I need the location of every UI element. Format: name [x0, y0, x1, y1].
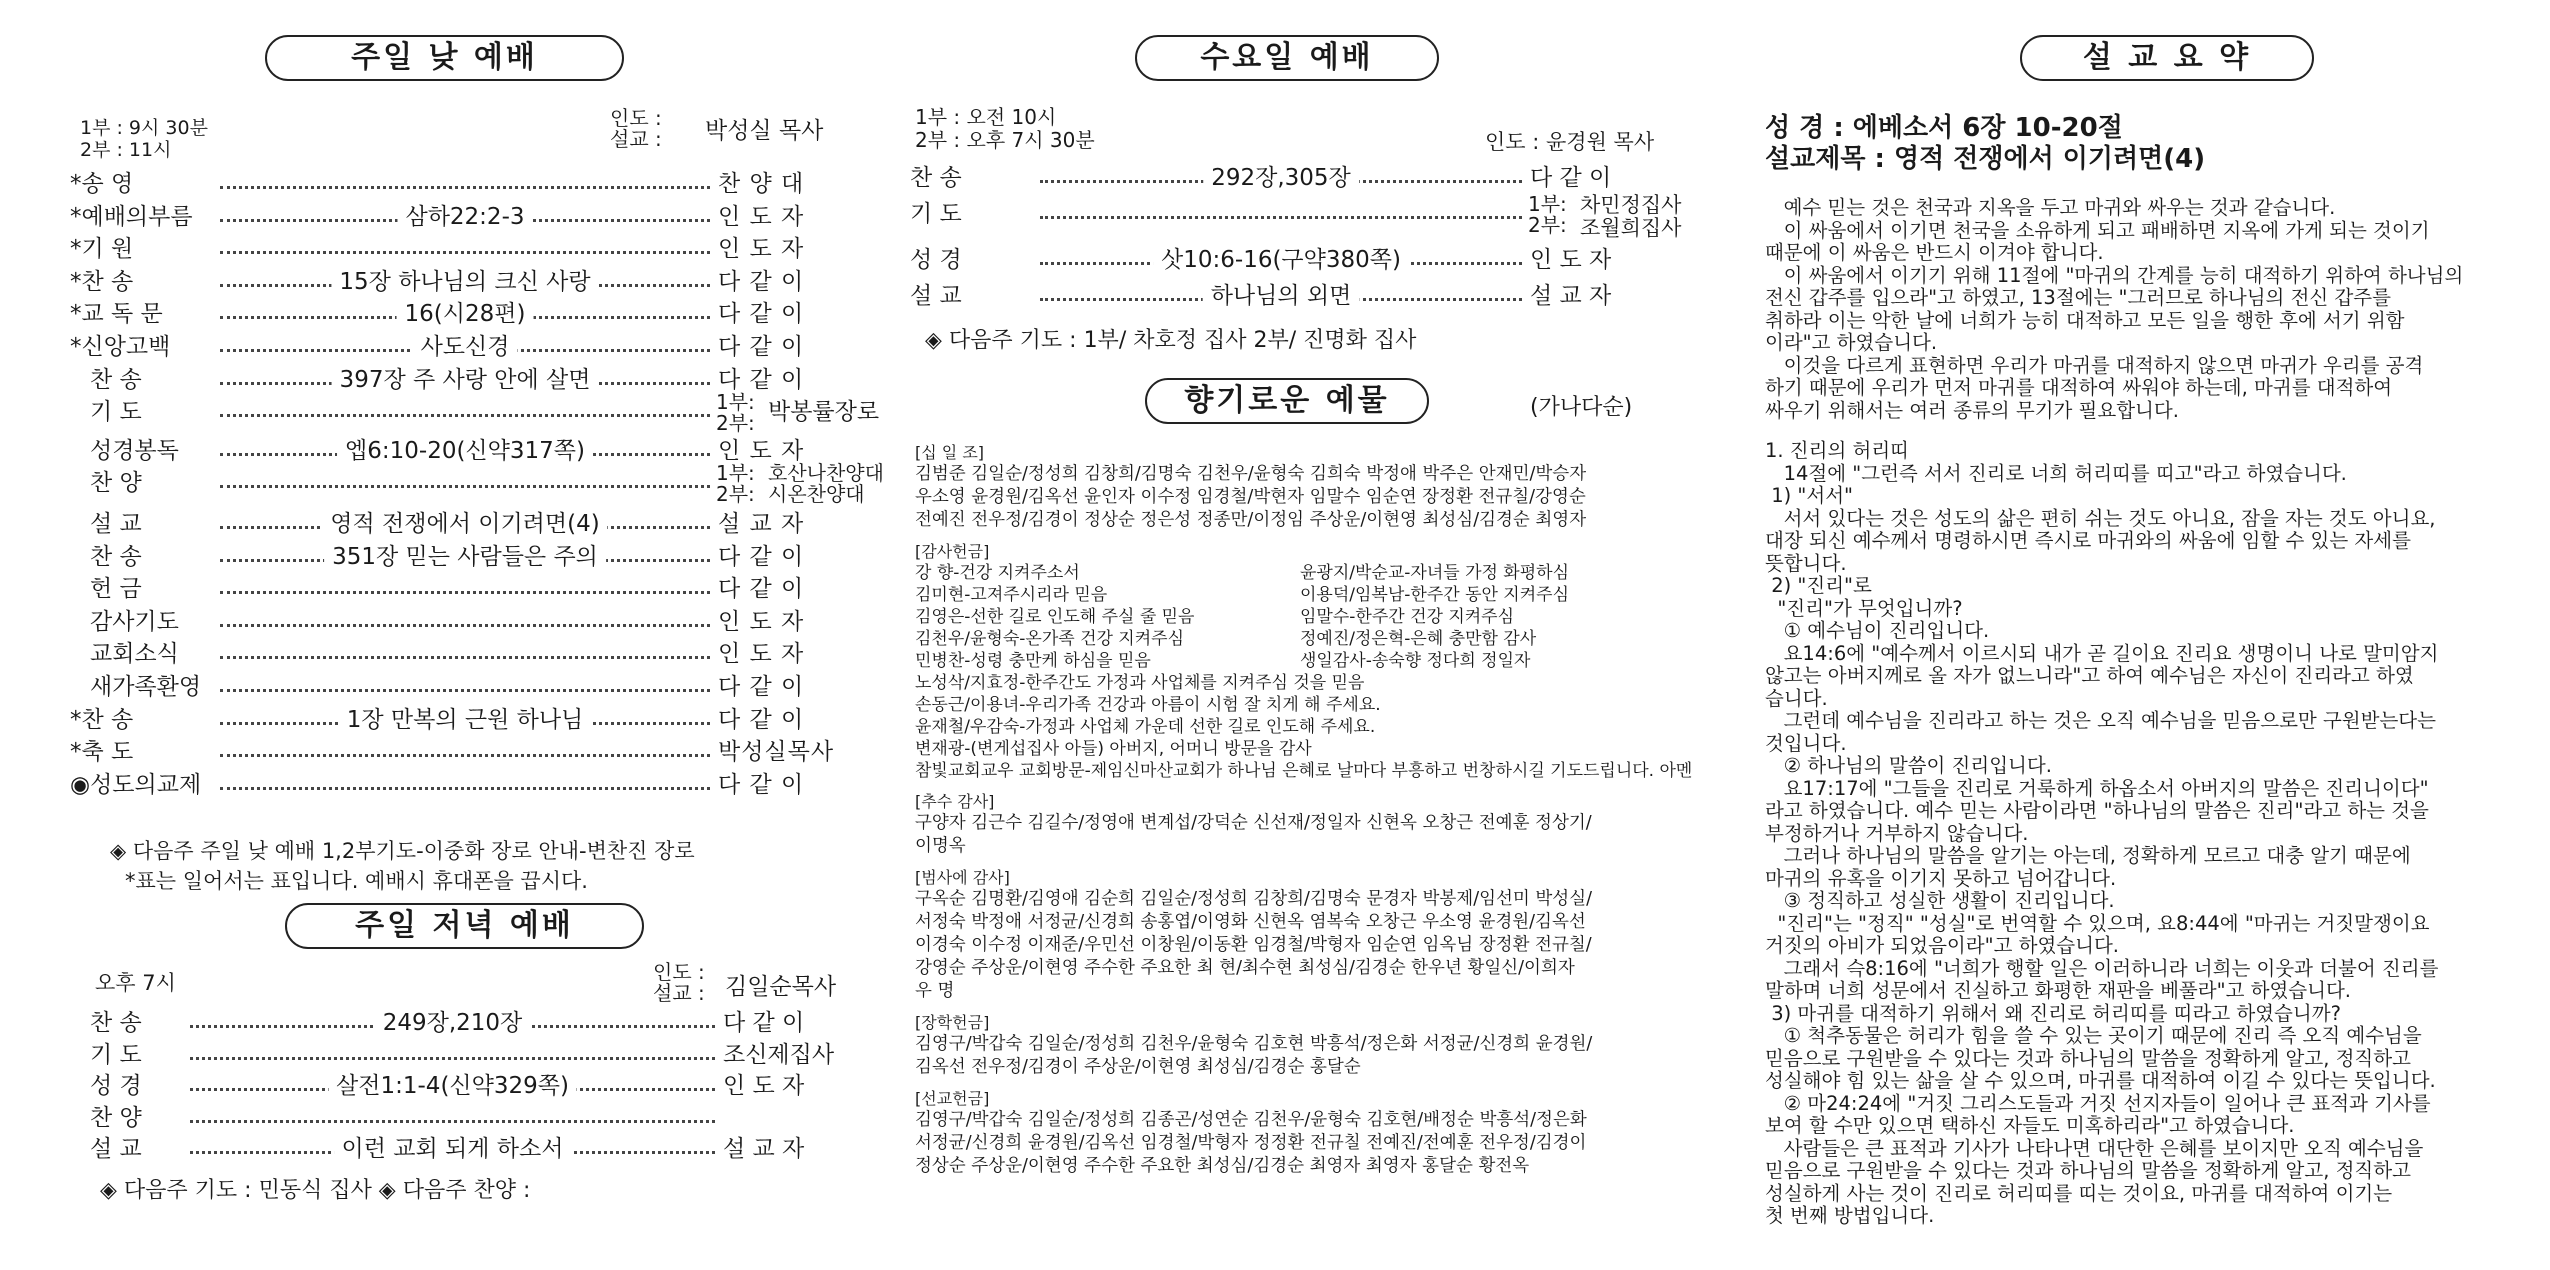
offering-line: 김범준 김일순/정성희 김창희/김명숙 김천우/윤형숙 김희숙 박정애 박주은 안재민/박승자 — [915, 464, 1587, 484]
order-content: 삼하22:2-3 — [397, 201, 532, 233]
offering-line: 김옥선 전우정/김경이 주상운/이현영 최성심/김경순 홍달순 — [915, 1057, 1361, 1077]
sunday-note-1: ◈ 다음주 주일 낮 예배 1,2부기도-이중화 장로 안내-변찬진 장로 — [110, 839, 695, 863]
column-wednesday-offerings — [910, 0, 1693, 1270]
order-responsible: 다 같 이 — [718, 771, 805, 798]
offering-line: 손동근/이용녀-우리가족 건강과 아름이 시험 잘 치게 해 주세요. — [915, 695, 1381, 715]
order-label: 기 도 — [910, 201, 962, 227]
sermon-line: 3) 마귀를 대적하기 위해서 왜 진리로 허리띠를 띠라고 하였습니까? — [1765, 1001, 2341, 1025]
sermon-line: 성실하게 사는 것이 진리로 허리띠를 띠는 것이요, 마귀를 대적하여 이기는 — [1765, 1181, 2393, 1205]
order-responsible-lines — [1580, 194, 1681, 240]
sermon-line: 말하며 너희 성문에서 진실하고 화평한 재판을 베풀라"고 하였습니다. — [1765, 979, 2351, 1002]
offering-line: 서정숙 박정애 서정균/신경희 송홍엽/이영화 신현옥 염복숙 오창근 우소영 윤경원/김옥선 — [915, 912, 1586, 932]
sermon-line: 싸우기 위해서는 여러 종류의 무기가 필요합니다. — [1765, 398, 2179, 422]
order-row — [70, 266, 840, 298]
scripture-line: 성 경 : 에베소서 6장 10-20절 — [1765, 113, 2123, 143]
order-label: 설 교 — [910, 283, 962, 309]
offering-line: 이명옥 — [915, 836, 966, 856]
order-label: 기 도 — [90, 1041, 142, 1068]
order-label: 찬 양 — [90, 1104, 142, 1131]
sermon-line: 뜻합니다. — [1765, 551, 1847, 575]
sermon-line: 전신 갑주를 입으라"고 하였고, 13절에는 "그러므로 하나님의 전신 갑주를 — [1765, 286, 2391, 309]
order-responsible: 박성실목사 — [718, 739, 835, 766]
order-row — [70, 606, 840, 638]
sermon-line: 하기 때문에 우리가 먼저 마귀를 대적하여 싸워야 하는데, 마귀를 대적하여 — [1765, 376, 2393, 399]
sermon-line: 때문에 이 싸움은 반드시 이겨야 합니다. — [1765, 241, 2104, 264]
sermon-line: ① 예수님이 진리입니다. — [1765, 619, 1990, 642]
evening-leader-labels — [653, 962, 705, 1004]
order-row — [70, 704, 840, 736]
order-leader-dots — [220, 656, 710, 659]
order-responsible: 설 교 자 — [718, 511, 805, 537]
order-responsible: 찬 양 대 — [718, 171, 805, 197]
service-time-2: 2부 : 11시 — [80, 139, 172, 161]
order-responsible: 다 같 이 — [718, 674, 805, 700]
sermon-line: 마귀의 유혹을 이기지 못하고 넘어갑니다. — [1765, 866, 2117, 890]
order-label: 설 교 — [90, 1136, 142, 1162]
offering-line: 서정균/신경희 윤경원/김옥선 임경철/박형자 정정환 전규칠 전예진/전예훈 전우정/김경이 — [915, 1133, 1587, 1153]
order-label: 기 도 — [90, 399, 142, 426]
thanks-left: 김영은-선한 길로 인도해 주실 줄 믿음 — [915, 607, 1195, 627]
wed-time-2: 2부 : 오후 7시 30분 — [915, 128, 1095, 152]
thanks-pair — [915, 650, 1670, 672]
wed-leader: 인도 : 윤경원 목사 — [1485, 130, 1655, 154]
order-row — [910, 162, 1670, 194]
offerings-title: 향기로운 예물 — [1145, 378, 1429, 424]
order-responsible: 다 같 이 — [1530, 165, 1612, 191]
order-label: 새가족환영 — [90, 674, 202, 700]
sermon-line: 14절에 "그런즉 서서 진리로 너희 허리띠를 띠고"라고 하였습니다. — [1765, 461, 2347, 485]
order-row — [70, 541, 840, 573]
leader-label-lead: 인도 : — [610, 106, 662, 130]
offering-heading: [장학헌금] — [915, 1013, 990, 1032]
evening-note: ◈ 다음주 기도 : 민동식 집사 ◈ 다음주 찬양 : — [100, 1178, 531, 1203]
offerings-list — [915, 435, 1693, 1188]
thanks-left: 민병찬-성령 충만케 하심을 믿음 — [915, 651, 1151, 671]
responsible-line: 차민정집사 — [1580, 193, 1682, 217]
order-responsible: 다 같 이 — [718, 366, 805, 393]
order-row — [70, 1039, 840, 1071]
order-label: 찬 송 — [90, 366, 142, 393]
order-responsible: 인 도 자 — [718, 641, 805, 668]
thanks-right: 정예진/정은혁-은혜 충만함 감사 — [1300, 629, 1537, 649]
thanks-pair — [915, 562, 1670, 584]
order-responsible: 다 같 이 — [718, 268, 805, 295]
column-sermon-summary — [1765, 0, 2525, 1270]
wednesday-note: ◈ 다음주 기도 : 1부/ 차호정 집사 2부/ 진명화 집사 — [925, 328, 1417, 353]
column-worship-order — [70, 0, 884, 1270]
offering-line: 우소영 윤경원/김옥선 윤인자 이수정 임경철/박현자 임말수 임순연 장정환 전규칠/강영순 — [915, 487, 1586, 507]
offering-line: 구양자 김근수 김길수/정영애 변계섭/강덕순 신선재/정일자 신현옥 오창근 전예훈 정상기/ — [915, 813, 1592, 833]
offering-line: 노성삭/지효정-한주간도 가정과 사업체를 지켜주심 것을 믿음 — [915, 673, 1365, 693]
wed-time-1: 1부 : 오전 10시 — [915, 105, 1057, 129]
evening-label-preach: 설교 : — [653, 981, 705, 1005]
sermon-line: 사람들은 큰 표적과 기사가 나타나면 대단한 은혜를 보이지만 오직 예수님을 — [1765, 1136, 2424, 1160]
offering-section — [915, 542, 1693, 782]
order-row — [70, 168, 840, 200]
sermon-line: 그래서 슥8:16에 "너희가 행할 일은 이러하니라 너희는 이웃과 더불어 진리를 — [1765, 956, 2439, 980]
part-label: 1부: — [1528, 192, 1567, 216]
sermon-line: 이것을 다르게 표현하면 우리가 마귀를 대적하지 않으면 마귀가 우리를 공격 — [1765, 353, 2424, 377]
order-label: 성 경 — [90, 1073, 142, 1099]
order-row — [70, 1102, 840, 1134]
order-label: 성경봉독 — [90, 437, 179, 464]
offering-line: 윤재철/우감숙-가정과 사업체 가운데 선한 길로 인도해 주세요. — [915, 717, 1376, 737]
offering-section — [915, 1013, 1670, 1079]
order-label: 찬 송 — [910, 165, 962, 191]
sermon-line: 2) "진리"로 — [1765, 574, 1872, 597]
evening-label-lead: 인도 : — [653, 960, 705, 984]
order-content: 292장,305장 — [1203, 162, 1359, 194]
sermon-intro — [1765, 197, 2525, 422]
order-label: 찬 송 — [90, 543, 142, 570]
sermon-line: 믿음으로 구원받을 수 있다는 것과 하나님의 말씀을 정확하게 알고, 정직하고 — [1765, 1159, 2411, 1182]
thanks-left: 강 향-건강 지켜주소서 — [915, 563, 1080, 583]
order-row — [70, 508, 840, 540]
sermon-line: 부정하거나 거부하지 않습니다. — [1765, 821, 2029, 845]
offering-line: 전예진 전우정/김경이 정상순 정은성 정종만/이정임 주상운/이현영 최성심/김경순 최영자 — [915, 510, 1587, 530]
offering-line: 정상순 주상운/이현영 주수한 주요한 최성심/김경순 최영자 최영자 홍달순 황전옥 — [915, 1156, 1530, 1176]
order-content: 하나님의 외면 — [1203, 280, 1360, 312]
order-content: 이런 교회 되게 하소서 — [334, 1133, 572, 1165]
thanks-left: 김미현-고져주시리라 믿음 — [915, 585, 1108, 605]
order-content: 삿10:6-16(구약380쪽) — [1153, 244, 1409, 276]
order-row — [70, 461, 884, 507]
offering-heading: [범사에 감사] — [915, 868, 1010, 887]
sunday-note-2: *표는 일어서는 표입니다. 예배시 휴대폰을 끕시다. — [125, 869, 588, 893]
offering-line: 우 명 — [915, 981, 955, 1001]
order-responsible: 박봉률장로 — [768, 399, 880, 426]
order-responsible-lines — [768, 463, 884, 505]
order-leader-dots — [220, 787, 710, 790]
sunday-day-title: 주일 낮 예배 — [265, 35, 624, 81]
order-responsible: 인 도 자 — [718, 608, 805, 635]
order-label: 교회소식 — [90, 641, 179, 668]
order-row — [910, 192, 1682, 240]
order-leader-dots — [220, 754, 710, 757]
order-label: *축 도 — [70, 739, 134, 766]
offering-section — [915, 868, 1670, 1003]
order-row — [910, 280, 1670, 312]
leader-name: 박성실 목사 — [705, 118, 824, 144]
offering-line: 참빛교회교우 교회방문-제임신마산교회가 하나님 은혜로 날마다 부흥하고 번창하시길 기도드립니다. 아멘 — [915, 761, 1693, 781]
sermon-line: 이 싸움에서 이기면 천국을 소유하게 되고 패배하면 지옥에 가게 되는 것이기 — [1765, 218, 2430, 242]
order-row — [70, 671, 840, 703]
order-content: 16(시28편) — [397, 298, 534, 330]
order-label: *송 영 — [70, 171, 134, 197]
order-row — [910, 244, 1670, 276]
part-label: 2부: — [716, 482, 755, 507]
order-label: 설 교 — [90, 511, 142, 537]
offerings-subtitle: (가나다순) — [1530, 395, 1633, 420]
order-content: 사도신경 — [413, 331, 518, 363]
thanks-left: 김천우/윤형숙-온가족 건강 지켜주심 — [915, 629, 1184, 649]
order-responsible: 인 도 자 — [718, 203, 805, 230]
sermon-line: "진리"가 무엇입니까? — [1765, 596, 1963, 620]
order-content: 249장,210장 — [375, 1007, 531, 1039]
sunday-evening-title: 주일 저녁 예배 — [285, 903, 644, 949]
sermon-line: 성실해야 힘 있는 삶을 살 수 있으며, 마귀를 대적하여 이길 수 있다는 뜻입니다. — [1765, 1069, 2436, 1092]
order-part-labels — [716, 463, 755, 505]
order-responsible: 설 교 자 — [1530, 283, 1612, 309]
thanks-pair — [915, 606, 1670, 628]
leader-label-preach: 설교 : — [610, 127, 662, 151]
sermon-heading: 1. 진리의 허리띠 — [1765, 439, 1910, 462]
order-responsible: 다 같 이 — [718, 301, 805, 328]
order-row — [70, 1133, 840, 1165]
order-leader-dots — [220, 186, 710, 189]
order-leader-dots — [220, 689, 710, 692]
order-responsible: 인 도 자 — [723, 1073, 805, 1099]
offering-heading: [감사헌금] — [915, 542, 990, 561]
order-content: 살전1:1-4(신약329쪽) — [328, 1070, 577, 1102]
sermon-line: ③ 정직하고 성실한 생활이 진리입니다. — [1765, 889, 2115, 912]
order-label: 감사기도 — [90, 608, 179, 635]
offering-heading: [십 일 조] — [915, 443, 985, 462]
order-leader-dots — [220, 251, 710, 254]
order-row — [70, 769, 840, 801]
order-row — [70, 1070, 840, 1102]
order-responsible: 다 같 이 — [718, 706, 805, 733]
responsible-line: 조월희집사 — [1580, 216, 1682, 240]
order-responsible: 인 도 자 — [1530, 247, 1612, 273]
service-time-1: 1부 : 9시 30분 — [80, 117, 208, 139]
offering-section — [915, 443, 1670, 532]
part-label: 1부: — [716, 461, 755, 486]
order-content: 엡6:10-20(신약317쪽) — [337, 435, 593, 467]
order-leader-dots — [220, 485, 710, 488]
order-row — [70, 1007, 840, 1039]
order-row — [70, 573, 840, 605]
order-responsible: 설 교 자 — [723, 1136, 805, 1162]
part-label: 2부: — [1528, 213, 1567, 237]
order-part-labels — [716, 392, 755, 434]
sermon-line: 이 싸움에서 이기기 위해 11절에 "마귀의 간계를 능히 대적하기 위하여 하나님의 — [1765, 263, 2464, 287]
order-part-labels — [1528, 194, 1567, 236]
sermon-line: 보여 할 수만 있으면 택하신 자들도 미혹하리라"고 하였습니다. — [1765, 1114, 2295, 1137]
sermon-body — [1765, 440, 2525, 1228]
part-label: 2부: — [716, 411, 755, 436]
order-row — [70, 736, 840, 768]
sermon-line: 그러나 하나님의 말씀을 알기는 아는데, 정확하게 모르고 대충 알기 때문에 — [1765, 844, 2411, 867]
order-row — [70, 331, 840, 363]
sermon-line: 요17:17에 "그들을 진리로 거룩하게 하옵소서 아버지의 말씀은 진리니이다" — [1765, 776, 2429, 800]
responsible-line: 시온찬양대 — [768, 482, 865, 507]
order-label: 찬 송 — [90, 1010, 142, 1036]
offering-line: 강영순 주상운/이현영 주수한 주요한 최 현/최수현 최성심/김경순 한우년 황일신/이희자 — [915, 958, 1575, 978]
sermon-line: 서서 있다는 것은 성도의 삶은 편히 쉬는 것도 아니요, 잠을 자는 것도 아니요, — [1765, 506, 2436, 530]
sermon-line: 이라"고 하였습니다. — [1765, 331, 1938, 354]
thanks-right: 이용덕/임복남-한주간 동안 지켜주심 — [1300, 585, 1569, 605]
order-responsible: 인 도 자 — [718, 236, 805, 263]
order-row — [70, 638, 840, 670]
offering-line: 변재광-(변게섭집사 아들) 아버지, 어머니 방문을 감사 — [915, 739, 1312, 759]
order-content: 1장 만복의 근원 하나님 — [339, 704, 592, 736]
order-responsible: 다 같 이 — [718, 543, 805, 570]
sermon-line: 1) "서서" — [1765, 484, 1854, 507]
order-responsible: 다 같 이 — [723, 1010, 805, 1036]
offering-heading: [선교헌금] — [915, 1089, 990, 1108]
sermon-line: 믿음으로 구원받을 수 있다는 것과 하나님의 말씀을 정확하게 알고, 정직하고 — [1765, 1046, 2411, 1070]
order-label: ◉성도의교제 — [70, 771, 202, 798]
order-content: 397장 주 사랑 안에 살면 — [332, 364, 599, 396]
order-row — [70, 390, 880, 436]
order-label: 성 경 — [910, 247, 962, 273]
order-content: 351장 믿는 사람들은 주의 — [324, 541, 606, 573]
order-row — [70, 298, 840, 330]
order-leader-dots — [220, 414, 710, 417]
thanks-right: 윤광지/박순교-자녀들 가정 화평하심 — [1300, 563, 1569, 583]
order-content: 15장 하나님의 크신 사랑 — [331, 266, 598, 298]
sermon-line: ② 하나님의 말씀이 진리입니다. — [1765, 754, 2052, 777]
part-label: 1부: — [716, 390, 755, 415]
evening-leader-name: 김일순목사 — [725, 974, 837, 1000]
sermon-line: ① 척추동물은 허리가 힘을 쓸 수 있는 곳이기 때문에 진리 즉 오직 예수님을 — [1765, 1024, 2422, 1047]
order-label: 헌 금 — [90, 576, 142, 603]
order-responsible: 다 같 이 — [718, 576, 805, 603]
sermon-line: ② 마24:24에 "거짓 그리스도들과 거짓 선지자들이 일어나 큰 표적과 기사를 — [1765, 1091, 2431, 1115]
order-leader-dots — [190, 1057, 715, 1060]
thanks-right: 임말수-한주간 건강 지켜주심 — [1300, 607, 1515, 627]
sermon-summary-title: 설 교 요 약 — [2020, 35, 2314, 81]
sermon-line: 거짓의 아비가 되었음이라"고 하였습니다. — [1765, 934, 2119, 957]
evening-time: 오후 7시 — [95, 971, 176, 995]
order-label: *신앙고백 — [70, 334, 171, 360]
offering-section — [915, 792, 1670, 858]
order-leader-dots — [190, 1120, 715, 1123]
sermon-line: 라고 하였습니다. 예수 믿는 사람이라면 "하나님의 말씀은 진리"라고 하는 것을 — [1765, 799, 2429, 822]
thanks-right: 생일감사-송숙향 정다희 정일자 — [1300, 651, 1531, 671]
thanks-pair — [915, 584, 1670, 606]
responsible-line: 호산나찬양대 — [768, 461, 884, 486]
order-label: *기 원 — [70, 236, 134, 263]
order-responsible: 다 같 이 — [718, 334, 805, 360]
leader-labels — [610, 108, 662, 150]
sermon-line: 것입니다. — [1765, 731, 1847, 755]
sermon-line: 요14:6에 "예수께서 이르시되 내가 곧 길이요 진리요 생명이니 나로 말미암지 — [1765, 641, 2439, 665]
offering-heading: [추수 감사] — [915, 792, 995, 811]
order-responsible: 조신제집사 — [723, 1041, 835, 1068]
order-responsible: 인 도 자 — [718, 437, 805, 464]
order-row — [70, 201, 840, 233]
order-label: *찬 송 — [70, 268, 134, 295]
order-content: 영적 전쟁에서 이기려면(4) — [322, 508, 607, 540]
offering-section — [915, 1089, 1670, 1178]
order-label: 찬 양 — [90, 470, 142, 497]
sermon-line: 않고는 아버지께로 올 자가 없느니라"고 하여 예수님은 자신이 진리라고 하였 — [1765, 664, 2414, 687]
sermon-line: 대장 되신 예수께서 명령하시면 즉시로 마귀와의 싸움에 임할 수 있는 자세를 — [1765, 529, 2411, 552]
sermon-line: 취하라 이는 악한 날에 너희가 능히 대적하고 모든 일을 행한 후에 서기 위함 — [1765, 308, 2405, 332]
offering-line: 김영구/박갑숙 김일순/정성희 김종곤/성연순 김천우/윤형숙 김호현/배정순 박흥석/정은화 — [915, 1110, 1587, 1130]
offering-line: 김영구/박갑숙 김일순/정성희 김천우/윤형숙 김호현 박흥석/정은화 서정균/신경희 윤경원/ — [915, 1034, 1593, 1054]
offering-line: 이경숙 이수정 이재준/우민선 이창원/이동환 임경철/박형자 임순연 임옥님 장정환 전규칠/ — [915, 935, 1592, 955]
wednesday-title: 수요일 예배 — [1135, 35, 1439, 81]
thanks-pair — [915, 628, 1670, 650]
sermon-line: 습니다. — [1765, 686, 1828, 710]
offering-line: 구옥순 김명환/김영애 김순희 김일순/정성희 김창희/김명숙 문경자 박봉제/임선미 박성실/ — [915, 889, 1592, 909]
order-label: *교 독 문 — [70, 301, 163, 328]
sermon-line: 첫 번째 방법입니다. — [1765, 1204, 1935, 1227]
order-row — [70, 233, 840, 265]
order-leader-dots — [220, 624, 710, 627]
sermon-line: 그런데 예수님을 진리라고 하는 것은 오직 예수님을 믿음으로만 구원받는다는 — [1765, 709, 2436, 732]
order-leader-dots — [220, 591, 710, 594]
order-leader-dots — [1040, 216, 1522, 219]
order-label: *예배의부름 — [70, 203, 193, 230]
order-label: *찬 송 — [70, 706, 134, 733]
sermon-line: 예수 믿는 것은 천국과 지옥을 두고 마귀와 싸우는 것과 같습니다. — [1765, 196, 2336, 219]
sermon-line: "진리"는 "정직" "성실"로 번역할 수 있으며, 요8:44에 "마귀는 거짓말쟁이요 — [1765, 911, 2430, 935]
sermon-title-line: 설교제목 : 영적 전쟁에서 이기려면(4) — [1765, 144, 2206, 174]
